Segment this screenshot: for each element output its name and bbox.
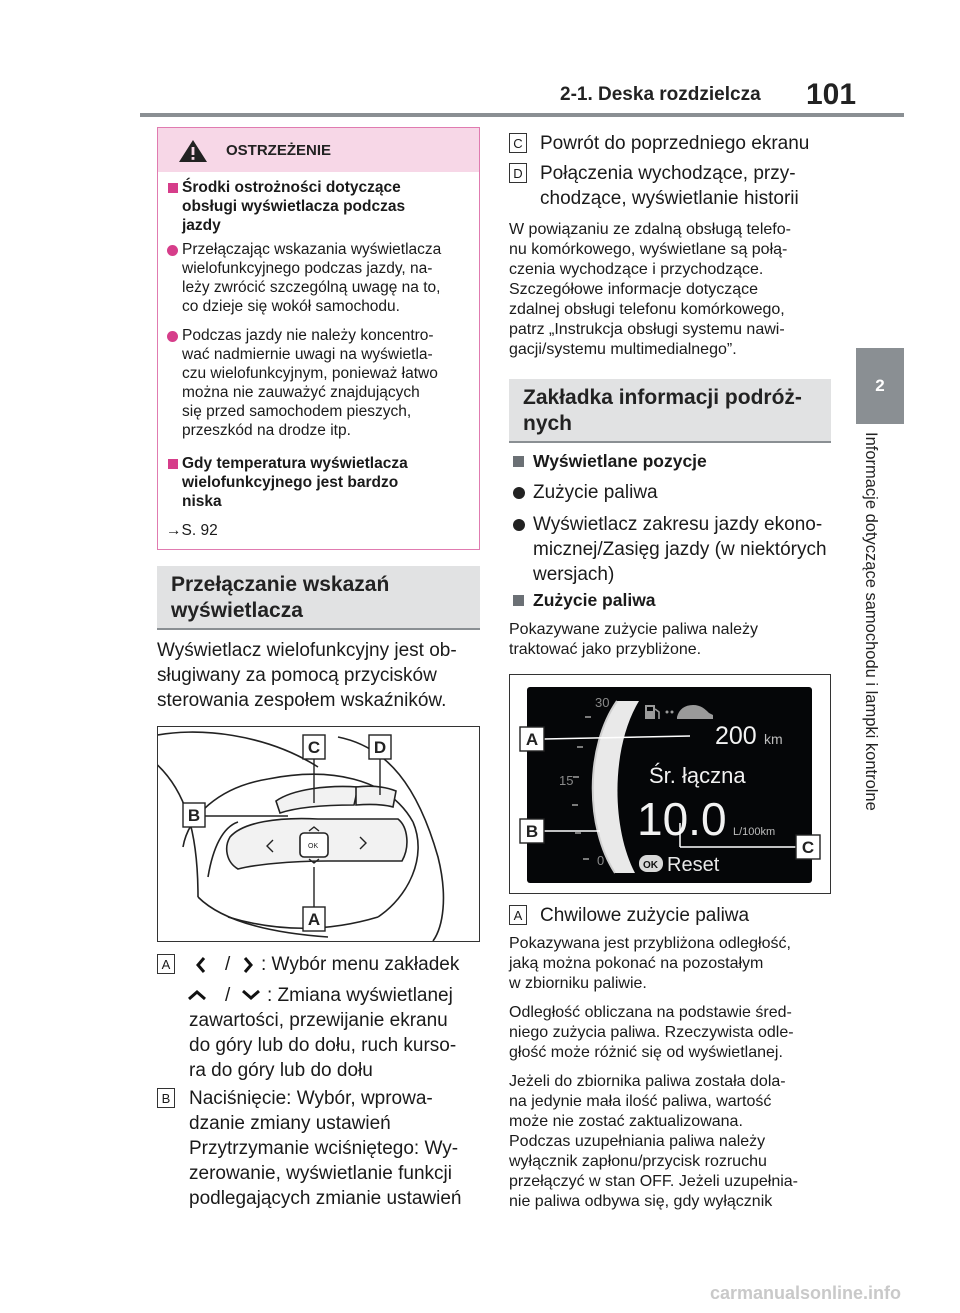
legend-a-line2: : Zmiana wyświetlanej xyxy=(267,985,453,1006)
warning-text-line: wielofunkcyjnego podczas jazdy, na- xyxy=(182,260,433,277)
text-line: przełączyć w stan OFF. Jeżeli uzupełnia- xyxy=(509,1173,798,1190)
legend-line: Połączenia wychodzące, przy- xyxy=(540,163,796,184)
figure-label-c: C xyxy=(801,838,815,857)
subheading-fuel-consumption: Zużycie paliwa xyxy=(533,590,656,610)
legend-line: Chwilowe zużycie paliwa xyxy=(540,905,750,926)
text-line: w zbiorniku paliwie. xyxy=(509,975,647,992)
callout-lines xyxy=(510,675,830,893)
warning-text-line: się przed samochodem pieszych, xyxy=(182,403,412,420)
figure-label-b: B xyxy=(187,806,201,825)
body-line: Wyświetlacz wielofunkcyjny jest ob- xyxy=(157,640,457,661)
chapter-title: Informacje dotyczące samochodu i lampki kontrolne xyxy=(862,432,880,811)
legend-label-c: C xyxy=(509,133,527,153)
note-line: czenia wychodzące i przychodzące. xyxy=(509,261,764,278)
chevron-up-icon xyxy=(187,989,207,1001)
note-line: patrz „Instrukcja obsługi systemu nawi- xyxy=(509,321,785,338)
header-rule xyxy=(140,113,904,117)
legend-b xyxy=(157,1086,477,1211)
scale-30: 30 xyxy=(595,695,610,710)
fuel-display-figure xyxy=(509,674,831,894)
phone-note xyxy=(509,220,839,360)
legend-c xyxy=(509,131,839,156)
section-heading-line: nych xyxy=(523,412,573,435)
text-line: jaką można pokonać na pozostałym xyxy=(509,955,764,972)
scale-0: 0 xyxy=(597,853,605,868)
warning-text-line: przeszkód na drodze itp. xyxy=(182,422,351,439)
average-label: Śr. łączna xyxy=(649,763,746,788)
warning-heading-line: wielofunkcyjnego jest bardzo xyxy=(182,474,399,491)
warning-box xyxy=(157,127,480,550)
legend-a-line1: : Wybór menu zakładek xyxy=(261,954,460,975)
subheading-displayed-items: Wyświetlane pozycje xyxy=(533,451,707,471)
slash: / xyxy=(225,985,231,1006)
body-line: sterowania zespołem wskaźników. xyxy=(157,690,447,711)
range-unit: km xyxy=(764,731,783,747)
legend2-paragraph-3 xyxy=(509,1072,839,1212)
legend-label-a: A xyxy=(509,905,527,925)
legend-line: chodzące, wyświetlanie historii xyxy=(540,188,799,209)
watermark: carmanualsonline.info xyxy=(710,1283,902,1303)
legend-line: Naciśnięcie: Wybór, wprowa- xyxy=(189,1088,433,1109)
warning-text-line: można nie zauważyć znajdujących xyxy=(182,384,420,401)
warning-triangle-icon xyxy=(178,139,208,163)
legend-line: do góry lub do dołu, ruch kurso- xyxy=(189,1035,457,1056)
text-line: Podczas uzupełniania paliwa należy xyxy=(509,1133,766,1150)
legend-label-a: A xyxy=(157,954,175,974)
warning-text-line: leży zwrócić szczególną uwagę na to, xyxy=(182,279,441,296)
figure-label-b: B xyxy=(525,822,539,841)
legend2-a xyxy=(509,903,839,928)
warning-text-line: czu wielofunkcyjnym, ponieważ łatwo xyxy=(182,365,438,382)
warning-text-line: wać nadmiernie uwagi na wyświetla- xyxy=(182,346,433,363)
body-line: sługiwany za pomocą przycisków xyxy=(157,665,437,686)
section-heading-trip-info xyxy=(509,379,831,443)
steering-switch-figure xyxy=(157,726,480,942)
warning-heading-line: niska xyxy=(182,493,222,510)
figure-label-c: C xyxy=(307,738,321,757)
warning-text-line: Podczas jazdy nie należy koncentro- xyxy=(182,327,434,344)
text-line: Pokazywana jest przybliżona odległość, xyxy=(509,935,791,952)
text-line: może nie zostać zaktualizowana. xyxy=(509,1113,743,1130)
ok-button-label: OK xyxy=(308,843,319,850)
bullet-range xyxy=(533,512,833,587)
square-bullet-icon xyxy=(168,183,178,193)
note-line: traktować jako przybliżone. xyxy=(509,641,702,658)
page-number: 101 xyxy=(806,78,857,111)
legend-line: Przytrzymanie wciśniętego: Wy- xyxy=(189,1138,459,1159)
scale-15: 15 xyxy=(559,773,574,788)
round-bullet-icon xyxy=(167,331,178,342)
legend-line: zerowanie, wyświetlanie funkcji xyxy=(189,1163,452,1184)
note-line: W powiązaniu ze zdalną obsługą telefo- xyxy=(509,221,791,238)
average-value: 10.0 xyxy=(637,793,727,845)
note-line: Pokazywane zużycie paliwa należy xyxy=(509,621,759,638)
legend2-paragraph-1 xyxy=(509,934,839,994)
round-bullet-icon xyxy=(513,487,525,499)
section-heading-display-switch xyxy=(157,566,480,630)
legend-line: dzanie zmiany ustawień xyxy=(189,1113,391,1134)
steering-wheel-illustration xyxy=(158,727,479,941)
chapter-title-vertical xyxy=(862,432,894,872)
text-line: wyłącznik zapłonu/przycisk rozruchu xyxy=(509,1153,767,1170)
legend-label-d: D xyxy=(509,163,527,183)
warning-heading-line: Środki ostrożności dotyczące xyxy=(182,179,401,196)
note-line: nu komórkowego, wyświetlane są połą- xyxy=(509,241,788,258)
note-line: Szczegółowe informacje dotyczące xyxy=(509,281,759,298)
text-line: Jeżeli do zbiornika paliwa została dola- xyxy=(509,1073,786,1090)
warning-heading-line: jazdy xyxy=(182,217,221,234)
legend-line: ra do góry lub do dołu xyxy=(189,1060,373,1081)
text-line: Odległość obliczana na podstawie śred- xyxy=(509,1004,792,1021)
fuel-note xyxy=(509,620,839,660)
section-heading-line: Przełączanie wskazań xyxy=(171,573,390,596)
chevron-right-icon xyxy=(242,956,254,974)
legend-d xyxy=(509,161,839,211)
square-bullet-icon xyxy=(168,459,178,469)
text-line: nie paliwa odbywa się, gdy wyłącznik xyxy=(509,1193,773,1210)
bullet-line: wersjach) xyxy=(533,564,615,585)
legend-line: podlegających zmianie ustawień xyxy=(189,1188,462,1209)
legend-a xyxy=(157,952,477,1083)
legend2-paragraph-2 xyxy=(509,1003,839,1063)
text-line: głość może różnić się od wyświetlanej. xyxy=(509,1044,783,1061)
running-header: 2-1. Deska rozdzielcza xyxy=(560,84,761,105)
legend-line: Powrót do poprzedniego ekranu xyxy=(540,133,810,154)
warning-title: OSTRZEŻENIE xyxy=(226,142,332,159)
figure-label-a: A xyxy=(307,910,321,929)
bullet-line: Wyświetlacz zakresu jazdy ekono- xyxy=(533,514,823,535)
section1-body xyxy=(157,638,457,713)
legend-label-b: B xyxy=(157,1088,175,1108)
reset-label: Reset xyxy=(667,854,720,876)
legend-line: zawartości, przewijanie ekranu xyxy=(189,1010,448,1031)
warning-text-line: Przełączając wskazania wyświetlacza xyxy=(182,241,442,258)
warning-heading-line: obsługi wyświetlacza podczas xyxy=(182,198,406,215)
text-line: na jedynie mała ilość paliwa, wartość xyxy=(509,1093,772,1110)
slash: / xyxy=(225,954,231,975)
square-bullet-icon xyxy=(513,595,524,606)
square-bullet-icon xyxy=(513,456,524,467)
figure-label-d: D xyxy=(373,738,387,757)
warning-text-line: co dzieje się wokół samochodu. xyxy=(182,298,400,315)
note-line: gacji/systemu multimedialnego”. xyxy=(509,341,737,358)
bullet-fuel-consumption: Zużycie paliwa xyxy=(533,482,658,503)
warning-heading-line: Gdy temperatura wyświetlacza xyxy=(182,455,408,472)
range-value: 200 xyxy=(715,722,757,750)
chevron-down-icon xyxy=(241,989,261,1001)
text-line: niego zużycia paliwa. Rzeczywista odle- xyxy=(509,1024,794,1041)
section-heading-line: wyświetlacza xyxy=(171,599,303,622)
chapter-tab: 2 xyxy=(856,348,904,424)
figure-label-a: A xyxy=(525,730,539,749)
round-bullet-icon xyxy=(167,245,178,256)
bullet-line: micznej/Zasięg jazdy (w niektórych xyxy=(533,539,827,560)
warning-header xyxy=(158,128,479,172)
round-bullet-icon xyxy=(513,519,525,531)
ok-badge: OK xyxy=(643,860,658,871)
note-line: zdalnej obsługi telefonu komórkowego, xyxy=(509,301,785,318)
chevron-left-icon xyxy=(195,956,207,974)
average-unit: L/100km xyxy=(733,826,776,838)
section-heading-line: Zakładka informacji podróż- xyxy=(523,386,802,409)
page-reference: →S. 92 xyxy=(166,522,218,539)
